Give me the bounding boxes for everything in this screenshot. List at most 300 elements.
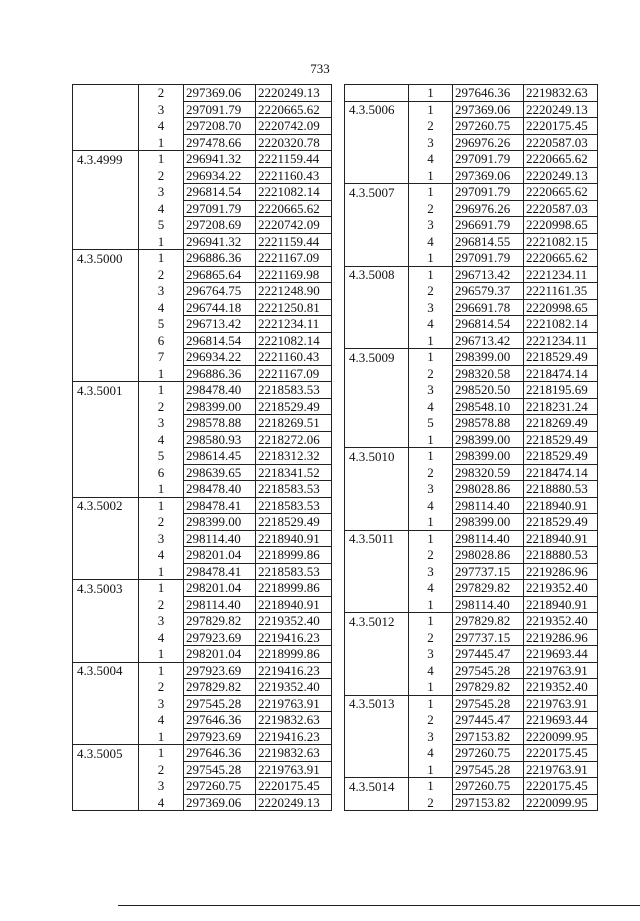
table-row — [345, 794, 598, 811]
y-coordinate-cell: 2221082.14 — [256, 332, 332, 349]
y-coordinate-cell: 2221250.81 — [256, 299, 332, 316]
point-number-cell: 1 — [409, 530, 453, 547]
x-coordinate-cell: 298399.00 — [184, 398, 256, 415]
x-coordinate-cell: 296934.22 — [184, 167, 256, 184]
x-coordinate-cell: 297091.79 — [184, 101, 256, 118]
bottom-rule — [118, 905, 640, 906]
x-coordinate-cell: 296941.32 — [184, 233, 256, 250]
parcel-id-cell — [73, 728, 139, 745]
x-coordinate-cell: 297646.36 — [453, 85, 524, 102]
y-coordinate-cell: 2218312.32 — [256, 448, 332, 465]
y-coordinate-cell: 2218940.91 — [524, 497, 598, 514]
parcel-id-cell — [345, 398, 409, 415]
point-number-cell: 2 — [409, 712, 453, 729]
y-coordinate-cell: 2220099.95 — [524, 728, 598, 745]
x-coordinate-cell: 297545.28 — [184, 695, 256, 712]
y-coordinate-cell: 2220175.45 — [256, 778, 332, 795]
table-row — [73, 547, 332, 564]
parcel-id-cell — [73, 167, 139, 184]
point-number-cell: 2 — [139, 514, 184, 531]
table-row — [345, 745, 598, 762]
table-row — [345, 134, 598, 151]
point-number-cell: 1 — [409, 184, 453, 201]
table-row — [345, 184, 598, 201]
table-row — [345, 695, 598, 712]
x-coordinate-cell: 298201.04 — [184, 646, 256, 663]
y-coordinate-cell: 2219352.40 — [524, 613, 598, 630]
point-number-cell: 1 — [409, 778, 453, 795]
x-coordinate-cell: 296713.42 — [184, 316, 256, 333]
y-coordinate-cell: 2221159.44 — [256, 233, 332, 250]
table-row — [73, 200, 332, 217]
y-coordinate-cell: 2219832.63 — [524, 85, 598, 102]
table-row — [345, 382, 598, 399]
x-coordinate-cell: 297829.82 — [453, 679, 524, 696]
parcel-id-cell: 4.3.5006 — [345, 101, 409, 118]
point-number-cell: 3 — [139, 184, 184, 201]
point-number-cell: 4 — [409, 151, 453, 168]
y-coordinate-cell: 2220587.03 — [524, 200, 598, 217]
parcel-id-cell — [345, 728, 409, 745]
point-number-cell: 3 — [409, 563, 453, 580]
parcel-id-cell — [345, 464, 409, 481]
table-row — [73, 134, 332, 151]
point-number-cell: 1 — [139, 662, 184, 679]
table-row — [73, 794, 332, 811]
table-row — [345, 646, 598, 663]
parcel-id-cell — [73, 85, 139, 102]
y-coordinate-cell: 2219832.63 — [256, 712, 332, 729]
table-row — [73, 398, 332, 415]
x-coordinate-cell: 297829.82 — [184, 613, 256, 630]
x-coordinate-cell: 296934.22 — [184, 349, 256, 366]
parcel-id-cell — [73, 266, 139, 283]
y-coordinate-cell: 2219763.91 — [524, 761, 598, 778]
table-row — [73, 101, 332, 118]
x-coordinate-cell: 298614.45 — [184, 448, 256, 465]
table-row — [345, 398, 598, 415]
x-coordinate-cell: 298399.00 — [453, 431, 524, 448]
parcel-id-cell — [345, 679, 409, 696]
x-coordinate-cell: 297737.15 — [453, 629, 524, 646]
parcel-id-cell — [73, 563, 139, 580]
table-row — [345, 481, 598, 498]
parcel-id-cell — [345, 167, 409, 184]
y-coordinate-cell: 2221234.11 — [524, 266, 598, 283]
parcel-id-cell — [73, 316, 139, 333]
y-coordinate-cell: 2219352.40 — [256, 679, 332, 696]
point-number-cell: 1 — [409, 250, 453, 267]
y-coordinate-cell: 2218880.53 — [524, 481, 598, 498]
y-coordinate-cell: 2220665.62 — [524, 184, 598, 201]
y-coordinate-cell: 2219763.91 — [524, 662, 598, 679]
point-number-cell: 2 — [139, 596, 184, 613]
x-coordinate-cell: 297737.15 — [453, 563, 524, 580]
table-row — [345, 250, 598, 267]
y-coordinate-cell: 2218529.49 — [524, 448, 598, 465]
point-number-cell: 3 — [139, 695, 184, 712]
table-row — [73, 695, 332, 712]
table-row — [345, 85, 598, 102]
y-coordinate-cell: 2221082.14 — [256, 184, 332, 201]
y-coordinate-cell: 2218583.53 — [256, 497, 332, 514]
parcel-id-cell: 4.3.5003 — [73, 580, 139, 597]
x-coordinate-cell: 298320.59 — [453, 464, 524, 481]
point-number-cell: 4 — [139, 118, 184, 135]
parcel-id-cell — [73, 332, 139, 349]
table-row — [73, 497, 332, 514]
point-number-cell: 1 — [409, 761, 453, 778]
point-number-cell: 4 — [139, 629, 184, 646]
y-coordinate-cell: 2220249.13 — [524, 167, 598, 184]
parcel-id-cell — [345, 415, 409, 432]
parcel-id-cell — [345, 217, 409, 234]
point-number-cell: 6 — [139, 464, 184, 481]
parcel-id-cell — [345, 85, 409, 102]
table-row — [73, 415, 332, 432]
point-number-cell: 2 — [139, 761, 184, 778]
point-number-cell: 4 — [409, 316, 453, 333]
x-coordinate-cell: 298478.40 — [184, 481, 256, 498]
parcel-id-cell — [345, 745, 409, 762]
point-number-cell: 1 — [139, 233, 184, 250]
x-coordinate-cell: 297369.06 — [184, 85, 256, 102]
table-row — [345, 365, 598, 382]
x-coordinate-cell: 298478.41 — [184, 497, 256, 514]
y-coordinate-cell: 2218940.91 — [256, 530, 332, 547]
parcel-id-cell — [73, 646, 139, 663]
table-row — [73, 563, 332, 580]
table-row — [345, 580, 598, 597]
parcel-id-cell: 4.3.5007 — [345, 184, 409, 201]
parcel-id-cell — [345, 283, 409, 300]
parcel-id-cell — [345, 712, 409, 729]
point-number-cell: 4 — [409, 233, 453, 250]
point-number-cell: 1 — [409, 679, 453, 696]
x-coordinate-cell: 298548.10 — [453, 398, 524, 415]
table-row — [73, 761, 332, 778]
parcel-id-cell — [73, 530, 139, 547]
y-coordinate-cell: 2221167.09 — [256, 250, 332, 267]
y-coordinate-cell: 2219693.44 — [524, 712, 598, 729]
y-coordinate-cell: 2218341.52 — [256, 464, 332, 481]
y-coordinate-cell: 2219763.91 — [256, 695, 332, 712]
point-number-cell: 1 — [409, 266, 453, 283]
x-coordinate-cell: 297369.06 — [453, 167, 524, 184]
y-coordinate-cell: 2218583.53 — [256, 563, 332, 580]
y-coordinate-cell: 2221082.14 — [524, 316, 598, 333]
parcel-id-cell — [345, 118, 409, 135]
parcel-id-cell — [73, 415, 139, 432]
x-coordinate-cell: 296814.54 — [184, 184, 256, 201]
point-number-cell: 3 — [139, 530, 184, 547]
y-coordinate-cell: 2218940.91 — [524, 530, 598, 547]
y-coordinate-cell: 2220665.62 — [256, 101, 332, 118]
point-number-cell: 2 — [409, 629, 453, 646]
parcel-id-cell — [73, 695, 139, 712]
page-number: 733 — [310, 61, 330, 76]
y-coordinate-cell: 2220249.13 — [256, 85, 332, 102]
point-number-cell: 1 — [139, 497, 184, 514]
y-coordinate-cell: 2219763.91 — [256, 761, 332, 778]
x-coordinate-cell: 297091.79 — [453, 184, 524, 201]
y-coordinate-cell: 2219352.40 — [524, 679, 598, 696]
parcel-id-cell — [73, 481, 139, 498]
x-coordinate-cell: 297646.36 — [184, 745, 256, 762]
x-coordinate-cell: 296865.64 — [184, 266, 256, 283]
x-coordinate-cell: 296814.55 — [453, 233, 524, 250]
point-number-cell: 4 — [409, 497, 453, 514]
table-row — [73, 662, 332, 679]
parcel-id-cell — [345, 662, 409, 679]
x-coordinate-cell: 297153.82 — [453, 794, 524, 811]
parcel-id-cell — [345, 481, 409, 498]
point-number-cell: 1 — [139, 580, 184, 597]
y-coordinate-cell: 2219352.40 — [256, 613, 332, 630]
x-coordinate-cell: 298114.40 — [453, 530, 524, 547]
parcel-id-cell — [345, 299, 409, 316]
point-number-cell: 1 — [409, 332, 453, 349]
point-number-cell: 2 — [139, 679, 184, 696]
parcel-id-cell — [73, 679, 139, 696]
parcel-id-cell — [73, 596, 139, 613]
y-coordinate-cell: 2218940.91 — [256, 596, 332, 613]
table-row — [73, 448, 332, 465]
point-number-cell: 1 — [409, 613, 453, 630]
point-number-cell: 1 — [409, 167, 453, 184]
y-coordinate-cell: 2219693.44 — [524, 646, 598, 663]
x-coordinate-cell: 297445.47 — [453, 712, 524, 729]
point-number-cell: 2 — [139, 85, 184, 102]
table-row — [345, 316, 598, 333]
x-coordinate-cell: 296579.37 — [453, 283, 524, 300]
parcel-id-cell — [73, 629, 139, 646]
point-number-cell: 3 — [409, 134, 453, 151]
y-coordinate-cell: 2218474.14 — [524, 464, 598, 481]
x-coordinate-cell: 298399.00 — [453, 349, 524, 366]
table-row — [73, 266, 332, 283]
parcel-id-cell: 4.3.5014 — [345, 778, 409, 795]
table-row — [73, 151, 332, 168]
parcel-id-cell: 4.3.5001 — [73, 382, 139, 399]
point-number-cell: 4 — [409, 580, 453, 597]
point-number-cell: 3 — [139, 101, 184, 118]
point-number-cell: 4 — [409, 398, 453, 415]
y-coordinate-cell: 2220998.65 — [524, 217, 598, 234]
y-coordinate-cell: 2220175.45 — [524, 745, 598, 762]
parcel-id-cell — [345, 134, 409, 151]
table-row — [345, 629, 598, 646]
table-row — [345, 415, 598, 432]
y-coordinate-cell: 2218269.51 — [256, 415, 332, 432]
table-row — [73, 514, 332, 531]
point-number-cell: 3 — [139, 415, 184, 432]
table-row — [345, 167, 598, 184]
point-number-cell: 1 — [139, 728, 184, 745]
point-number-cell: 3 — [409, 299, 453, 316]
y-coordinate-cell: 2218529.49 — [524, 514, 598, 531]
table-row — [73, 233, 332, 250]
table-row — [73, 712, 332, 729]
table-row — [73, 530, 332, 547]
point-number-cell: 1 — [139, 382, 184, 399]
point-number-cell: 2 — [409, 547, 453, 564]
parcel-id-cell — [73, 283, 139, 300]
parcel-id-cell — [345, 761, 409, 778]
y-coordinate-cell: 2218529.49 — [524, 349, 598, 366]
x-coordinate-cell: 298578.88 — [184, 415, 256, 432]
x-coordinate-cell: 297545.28 — [453, 761, 524, 778]
parcel-id-cell: 4.3.5009 — [345, 349, 409, 366]
table-row — [345, 613, 598, 630]
x-coordinate-cell: 297260.75 — [184, 778, 256, 795]
parcel-id-cell — [73, 233, 139, 250]
x-coordinate-cell: 297923.69 — [184, 629, 256, 646]
x-coordinate-cell: 297829.82 — [184, 679, 256, 696]
point-number-cell: 2 — [139, 167, 184, 184]
point-number-cell: 4 — [409, 662, 453, 679]
x-coordinate-cell: 298320.58 — [453, 365, 524, 382]
x-coordinate-cell: 297478.66 — [184, 134, 256, 151]
point-number-cell: 3 — [409, 646, 453, 663]
table-row — [345, 662, 598, 679]
parcel-id-cell — [345, 596, 409, 613]
y-coordinate-cell: 2220249.13 — [524, 101, 598, 118]
y-coordinate-cell: 2218999.86 — [256, 580, 332, 597]
point-number-cell: 1 — [139, 151, 184, 168]
table-row — [73, 481, 332, 498]
x-coordinate-cell: 296814.54 — [453, 316, 524, 333]
x-coordinate-cell: 297153.82 — [453, 728, 524, 745]
x-coordinate-cell: 298201.04 — [184, 580, 256, 597]
parcel-id-cell — [73, 184, 139, 201]
y-coordinate-cell: 2220998.65 — [524, 299, 598, 316]
y-coordinate-cell: 2221159.44 — [256, 151, 332, 168]
point-number-cell: 2 — [139, 398, 184, 415]
table-row — [345, 530, 598, 547]
y-coordinate-cell: 2221160.43 — [256, 167, 332, 184]
point-number-cell: 1 — [409, 695, 453, 712]
table-row — [345, 547, 598, 564]
y-coordinate-cell: 2220175.45 — [524, 118, 598, 135]
y-coordinate-cell: 2219416.23 — [256, 629, 332, 646]
parcel-id-cell — [345, 646, 409, 663]
x-coordinate-cell: 296691.78 — [453, 299, 524, 316]
x-coordinate-cell: 297260.75 — [453, 778, 524, 795]
point-number-cell: 2 — [409, 365, 453, 382]
table-row — [345, 118, 598, 135]
table-row — [73, 646, 332, 663]
x-coordinate-cell: 297260.75 — [453, 745, 524, 762]
parcel-id-cell — [73, 448, 139, 465]
x-coordinate-cell: 296764.75 — [184, 283, 256, 300]
point-number-cell: 1 — [139, 646, 184, 663]
table-row — [73, 283, 332, 300]
parcel-id-cell — [345, 200, 409, 217]
parcel-id-cell: 4.3.5012 — [345, 613, 409, 630]
table-row — [345, 778, 598, 795]
table-row — [73, 85, 332, 102]
parcel-id-cell — [73, 200, 139, 217]
y-coordinate-cell: 2218474.14 — [524, 365, 598, 382]
x-coordinate-cell: 298520.50 — [453, 382, 524, 399]
table-row — [73, 382, 332, 399]
point-number-cell: 4 — [139, 299, 184, 316]
point-number-cell: 5 — [139, 448, 184, 465]
table-row — [73, 316, 332, 333]
y-coordinate-cell: 2220587.03 — [524, 134, 598, 151]
x-coordinate-cell: 297208.69 — [184, 217, 256, 234]
y-coordinate-cell: 2218231.24 — [524, 398, 598, 415]
point-number-cell: 4 — [139, 794, 184, 811]
parcel-id-cell — [73, 217, 139, 234]
point-number-cell: 1 — [409, 514, 453, 531]
x-coordinate-cell: 298580.93 — [184, 431, 256, 448]
y-coordinate-cell: 2218272.06 — [256, 431, 332, 448]
table-row — [73, 629, 332, 646]
parcel-id-cell — [73, 398, 139, 415]
table-row — [345, 217, 598, 234]
point-number-cell: 2 — [409, 200, 453, 217]
x-coordinate-cell: 296744.18 — [184, 299, 256, 316]
parcel-id-cell — [73, 613, 139, 630]
table-row — [345, 101, 598, 118]
table-row — [345, 233, 598, 250]
point-number-cell: 1 — [139, 134, 184, 151]
point-number-cell: 1 — [409, 349, 453, 366]
x-coordinate-cell: 298114.40 — [453, 596, 524, 613]
x-coordinate-cell: 296941.32 — [184, 151, 256, 168]
table-row — [345, 514, 598, 531]
parcel-id-cell: 4.3.5011 — [345, 530, 409, 547]
parcel-id-cell — [345, 563, 409, 580]
point-number-cell: 4 — [139, 547, 184, 564]
x-coordinate-cell: 296691.79 — [453, 217, 524, 234]
point-number-cell: 1 — [409, 448, 453, 465]
x-coordinate-cell: 297829.82 — [453, 580, 524, 597]
coordinates-table-left — [72, 84, 332, 811]
parcel-id-cell — [73, 431, 139, 448]
x-coordinate-cell: 298114.40 — [184, 596, 256, 613]
y-coordinate-cell: 2218529.49 — [256, 514, 332, 531]
point-number-cell: 3 — [409, 728, 453, 745]
point-number-cell: 2 — [409, 118, 453, 135]
parcel-id-cell — [345, 547, 409, 564]
table-row — [73, 299, 332, 316]
parcel-id-cell — [73, 514, 139, 531]
table-row — [345, 596, 598, 613]
table-row — [73, 365, 332, 382]
x-coordinate-cell: 297445.47 — [453, 646, 524, 663]
parcel-id-cell: 4.3.5004 — [73, 662, 139, 679]
table-row — [73, 118, 332, 135]
y-coordinate-cell: 2218269.49 — [524, 415, 598, 432]
parcel-id-cell: 4.3.5013 — [345, 695, 409, 712]
parcel-id-cell — [345, 250, 409, 267]
y-coordinate-cell: 2219286.96 — [524, 629, 598, 646]
table-row — [73, 745, 332, 762]
point-number-cell: 3 — [409, 217, 453, 234]
point-number-cell: 1 — [409, 101, 453, 118]
parcel-id-cell — [345, 233, 409, 250]
y-coordinate-cell: 2221082.15 — [524, 233, 598, 250]
y-coordinate-cell: 2218583.53 — [256, 481, 332, 498]
point-number-cell: 2 — [139, 266, 184, 283]
table-row — [73, 613, 332, 630]
table-row — [73, 580, 332, 597]
y-coordinate-cell: 2219286.96 — [524, 563, 598, 580]
x-coordinate-cell: 297091.79 — [453, 250, 524, 267]
